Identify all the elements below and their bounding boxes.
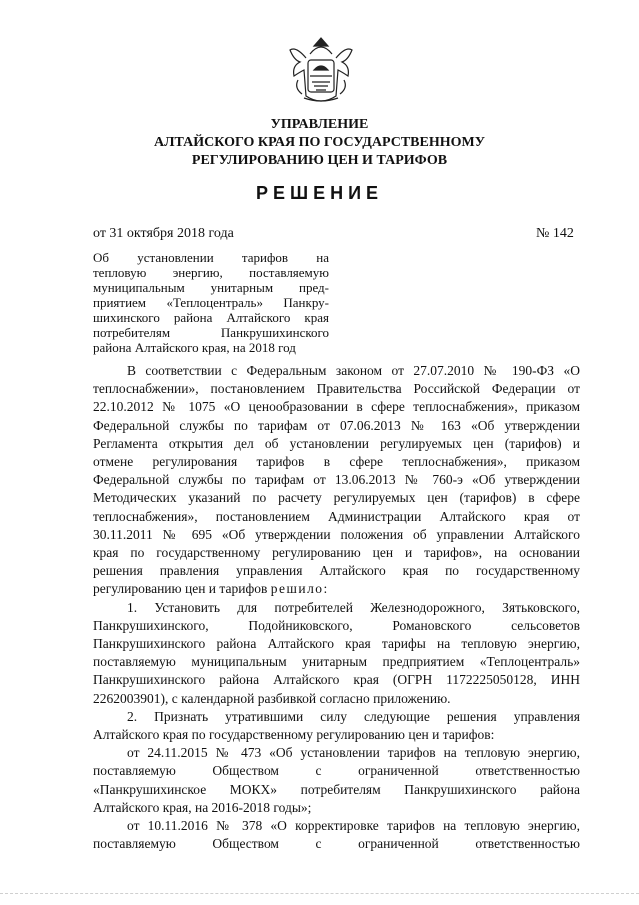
body-line: Панкрушихинского района Алтайского края тарифы на тепловую энергию, [93,636,580,652]
body-line: 1. Установить для потребителей Железнодорожного, Зятьковского, [127,599,580,615]
body-line: от 10.11.2016 № 378 «О корректировке тарифов на тепловую энергию, [127,818,580,834]
body-line [93,580,580,598]
document-subject [93,250,329,355]
body-line: отмене регулирования тарифов в сфере теплоснабжения», приказом [93,454,580,470]
coat-of-arms-emblem [288,36,354,106]
org-name-line-2: АЛТАЙСКОГО КРАЯ ПО ГОСУДАРСТВЕННОМУ [154,135,485,150]
body-line: теплоснабжении», постановлением Правительства Российской Федерации от [93,381,580,397]
body-line: 22.10.2012 № 1075 «О ценообразовании в сфере теплоснабжения», приказом [93,399,580,415]
subject-line: района Алтайского края, на 2018 год [93,340,296,355]
subject-line: муниципальным унитарным пред- [93,280,329,295]
body-line: Панкрушихинского района Алтайского края (ОГРН 1172225050128, ИНН [93,672,580,688]
subject-line: приятием «Теплоцентраль» Панкру- [93,295,329,310]
body-line: Алтайского края, на 2016-2018 годы»; [93,799,312,815]
body-line: 30.11.2011 № 695 «Об утверждении положения об управлении Алтайского [93,526,580,542]
body-line: решения правления управления Алтайского края по государственному [93,563,580,579]
decision-word: решило: [270,581,329,597]
body-line: 2262003901), с календарной разбивкой согласно приложению. [93,690,451,706]
document-number: № 142 [536,226,574,241]
body-line: края по государственному регулированию цен и тарифов», на основании [93,545,580,561]
document-date: от 31 октября 2018 года [93,226,234,241]
body-line: «Панкрушихинское МОКХ» потребителям Панкрушихинского района [93,781,580,797]
body-line: поставляемую Обществом с ограниченной ответственностью [93,836,580,852]
body-line: Методических указаний по расчету регулируемых цен (тарифов) в сфере [93,490,580,506]
body-line: В соответствии с Федеральным законом от 27.07.2010 № 190-ФЗ «О [127,363,580,378]
document-body [93,362,580,853]
subject-line: Об установлении тарифов на [93,250,329,265]
page-bottom-edge [0,893,639,894]
body-line: от 24.11.2015 № 473 «Об установлении тарифов на тепловую энергию, [127,745,580,761]
document-title: РЕШЕНИЕ [255,183,384,203]
body-line: Федеральной службы по тарифам от 07.06.2013 № 163 «Об утверждении [93,417,580,433]
body-line: теплоснабжения», постановлением Администрации Алтайского края от [93,508,580,524]
subject-line: потребителям Панкрушихинского [93,325,329,340]
body-line: Регламента открытия дел об установлении регулируемых цен (тарифов) и [93,435,580,451]
body-line: Алтайского края по государственному регулированию цен и тарифов: [93,727,495,743]
body-line: поставляемую муниципальным унитарным предприятием «Теплоцентраль» [93,654,580,670]
body-line: Панкрушихинского, Подойниковского, Романовского сельсоветов [93,617,580,633]
body-line: Федеральной службы по тарифам от 13.06.2013 № 760-э «Об утверждении [93,472,580,488]
org-name-line-1: УПРАВЛЕНИЕ [270,117,369,132]
body-line: поставляемую Обществом с ограниченной ответственностью [93,763,580,779]
subject-line: шихинского района Алтайского края [93,310,329,325]
body-line: 2. Признать утратившими силу следующие решения управления [127,708,580,724]
subject-line: тепловую энергию, поставляемую [93,265,329,280]
body-line-text: регулированию цен и тарифов [93,581,271,597]
org-name-line-3: РЕГУЛИРОВАНИЮ ЦЕН И ТАРИФОВ [191,153,448,168]
